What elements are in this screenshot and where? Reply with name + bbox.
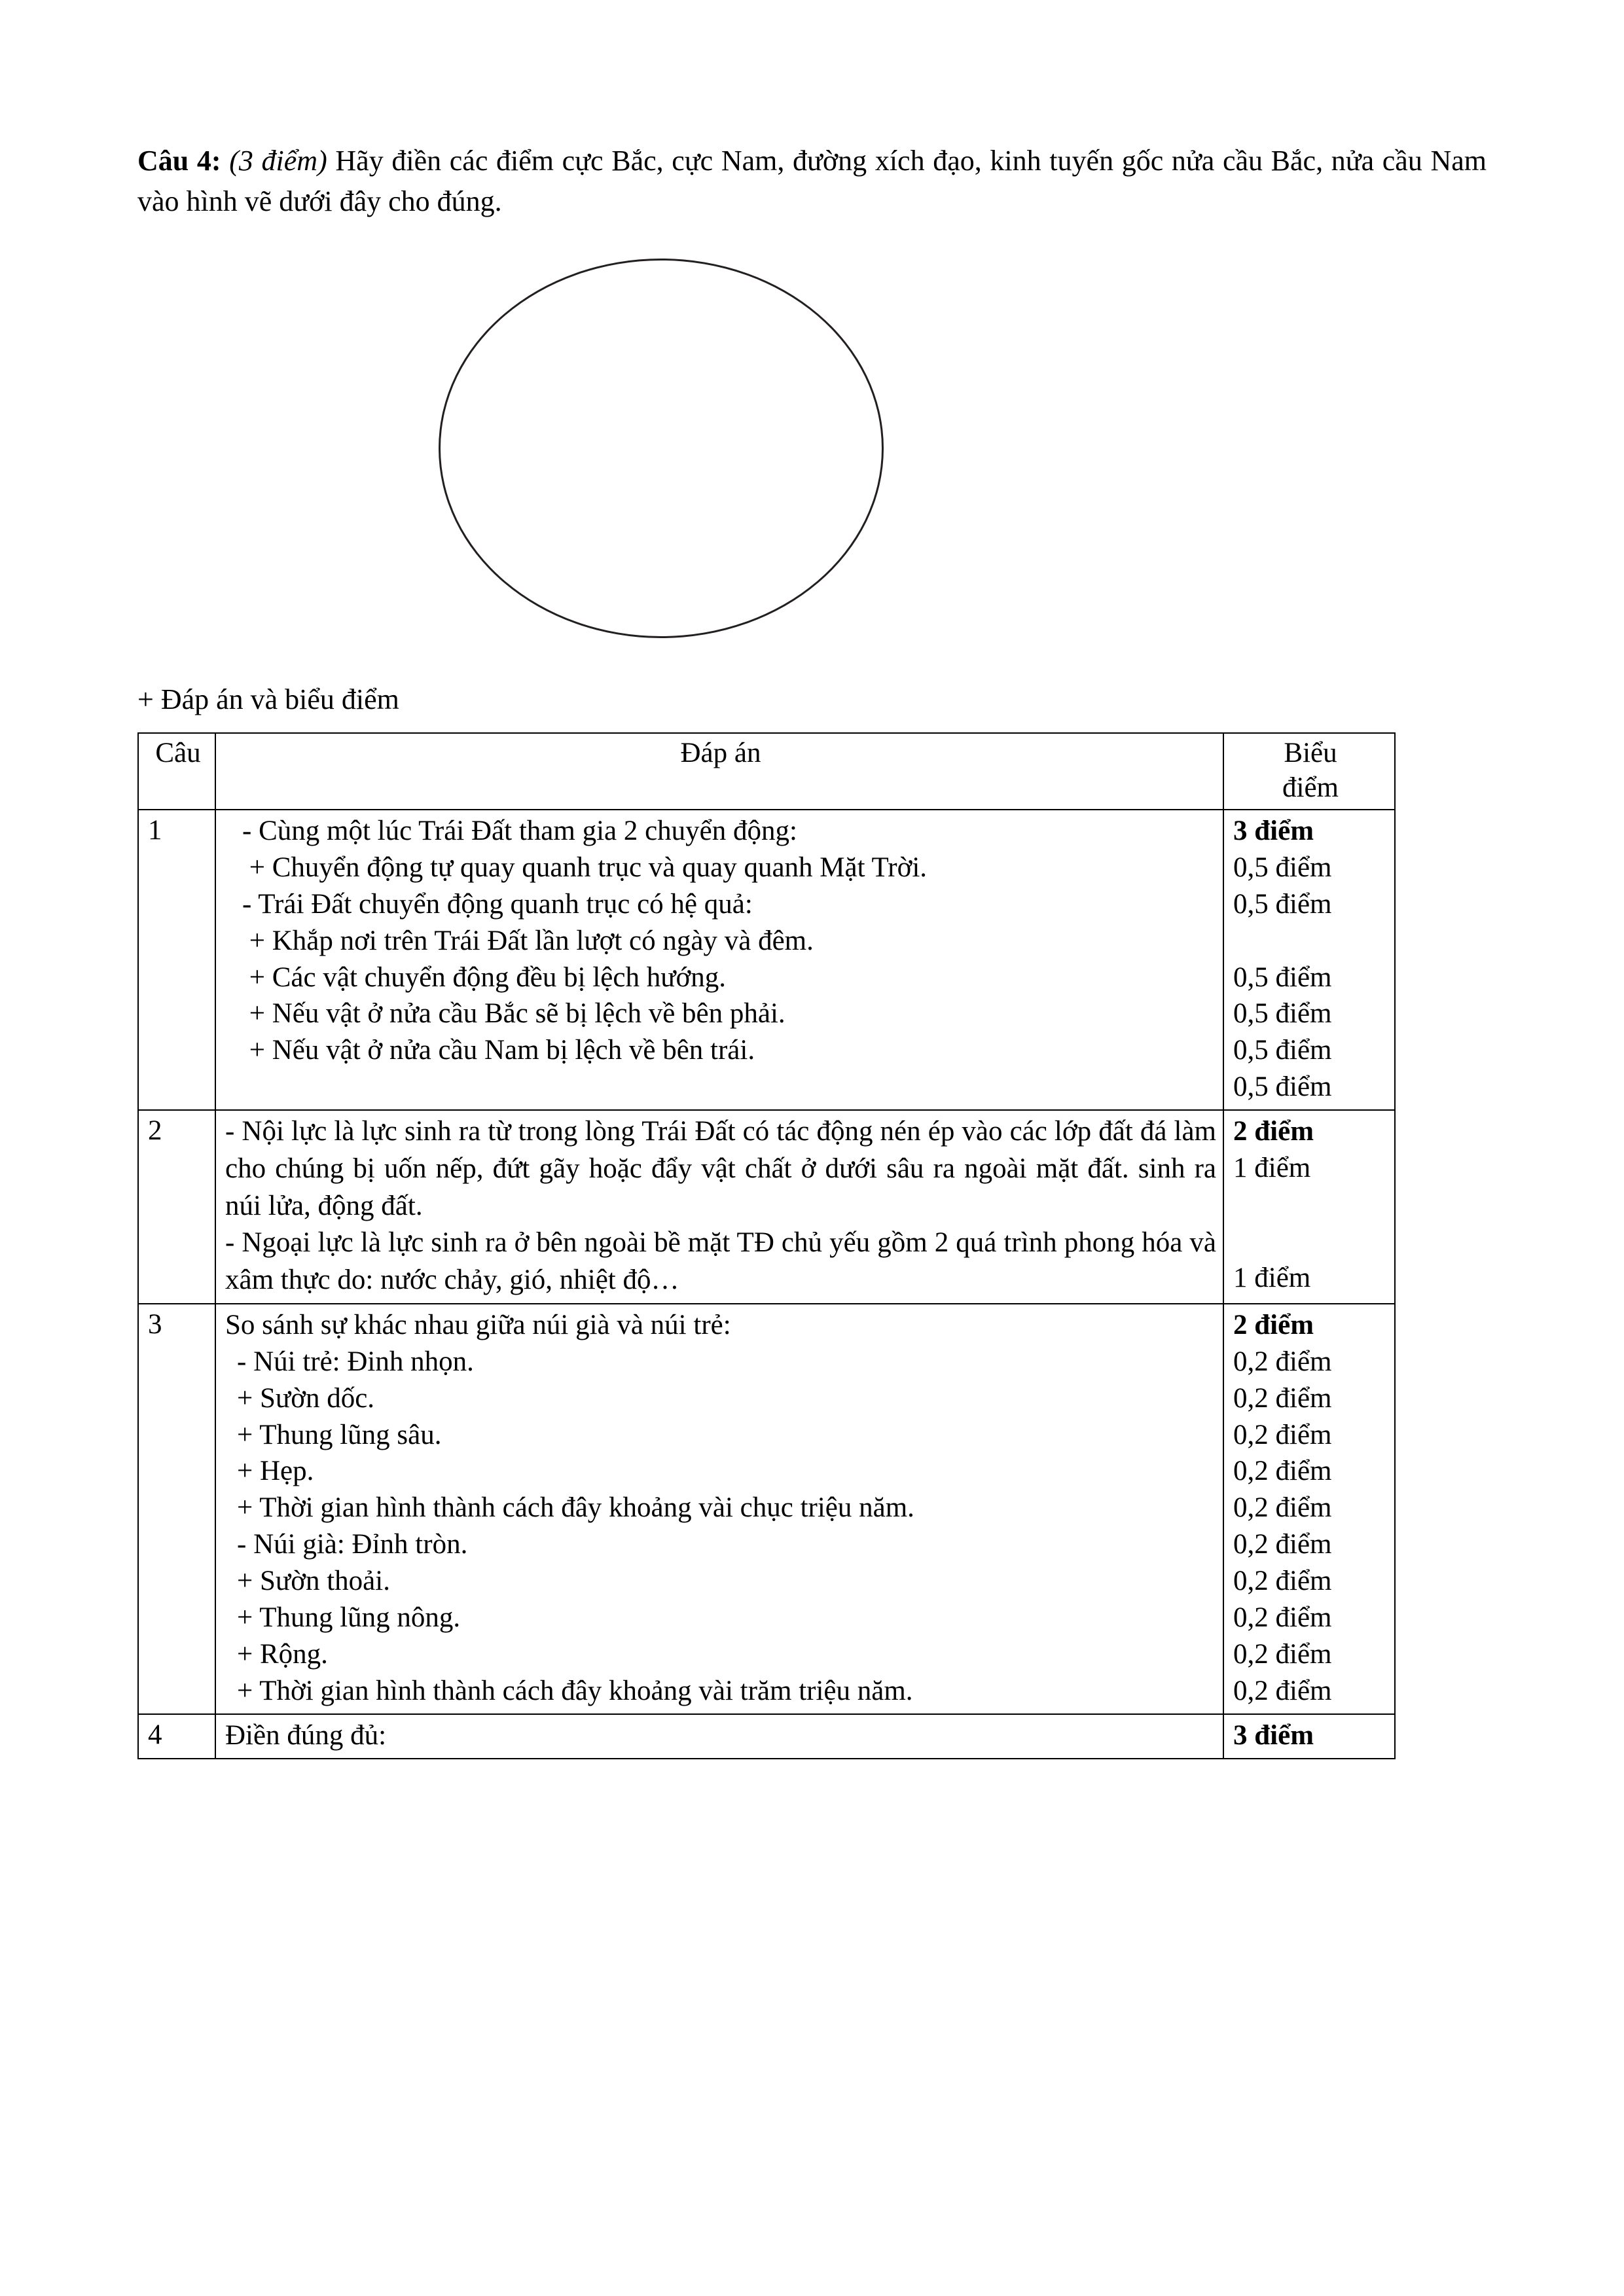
question-paragraph <box>137 141 1487 223</box>
header-cell-bieudiem <box>1223 733 1395 810</box>
points-line: 0,2 điểm <box>1233 1566 1332 1597</box>
table-row <box>138 1304 1395 1714</box>
points-line: 0,2 điểm <box>1233 1638 1332 1670</box>
answer-line: + Thung lũng sâu. <box>237 1419 442 1450</box>
question-points: (3 điểm) <box>229 145 327 177</box>
answer-line: + Sườn thoải. <box>237 1566 390 1597</box>
answer-paragraph: - Nội lực là lực sinh ra từ trong lòng Trái Đất có tác động nén ép vào các lớp đất đá làm cho chúng bị uốn nếp, đứt gãy hoặc đẩy vật chất ở dưới sâu ra ngoài mặt đất. sinh ra núi lửa, động đất. <box>225 1116 1216 1221</box>
answer-line: - Núi già: Đỉnh tròn. <box>237 1529 468 1560</box>
points-line: 2 điểm <box>1233 1309 1314 1340</box>
answer-line: So sánh sự khác nhau giữa núi già và núi trẻ: <box>225 1309 731 1340</box>
answer-line: + Sườn dốc. <box>237 1382 375 1414</box>
points-line: 0,5 điểm <box>1233 852 1332 883</box>
row-number: 2 <box>138 1110 215 1304</box>
points-line: 0,2 điểm <box>1233 1492 1332 1524</box>
points-line: 3 điểm <box>1233 816 1314 847</box>
row-answer <box>215 1110 1223 1304</box>
header-bieudiem-line2: điểm <box>1282 772 1339 803</box>
answer-line: + Rộng. <box>237 1638 328 1670</box>
points-line: 0,5 điểm <box>1233 888 1332 920</box>
row-answer <box>215 810 1223 1110</box>
answer-paragraph: - Ngoại lực là lực sinh ra ở bên ngoài bề mặt TĐ chủ yếu gồm 2 quá trình phong hóa và xâm thực do: nước chảy, gió, nhiệt độ… <box>225 1227 1216 1296</box>
answer-line: + Thung lũng nông. <box>237 1602 461 1634</box>
table-header-row <box>138 733 1395 810</box>
points-line: 0,2 điểm <box>1233 1675 1332 1706</box>
answer-line: + Thời gian hình thành cách đây khoảng vài chục triệu năm. <box>237 1492 914 1524</box>
row-points <box>1223 1714 1395 1759</box>
answer-line: + Chuyển động tự quay quanh trục và quay quanh Mặt Trời. <box>242 852 928 883</box>
points-line: 0,2 điểm <box>1233 1602 1332 1634</box>
row-number: 1 <box>138 810 215 1110</box>
answer-line: + Khắp nơi trên Trái Đất lần lượt có ngày và đêm. <box>242 925 814 956</box>
question-text: Hãy điền các điểm cực Bắc, cực Nam, đường xích đạo, kinh tuyến gốc nửa cầu Bắc, nửa cầu Nam vào hình vẽ dưới đây cho đúng. <box>137 145 1487 218</box>
answer-line: + Nếu vật ở nửa cầu Nam bị lệch về bên trái. <box>242 1035 755 1066</box>
table-row <box>138 810 1395 1110</box>
points-line: 3 điểm <box>1233 1719 1314 1751</box>
answer-line: - Núi trẻ: Đinh nhọn. <box>237 1346 474 1377</box>
table-row <box>138 1714 1395 1759</box>
row-number: 3 <box>138 1304 215 1714</box>
points-line: 0,5 điểm <box>1233 998 1332 1030</box>
points-line: 1 điểm <box>1233 1262 1311 1293</box>
answer-line: - Cùng một lúc Trái Đất tham gia 2 chuyển động: <box>242 816 797 847</box>
points-line: 0,5 điểm <box>1233 961 1332 993</box>
answer-key-table <box>137 732 1396 1759</box>
header-bieudiem-line1: Biểu <box>1284 738 1337 769</box>
answer-line: + Các vật chuyển động đều bị lệch hướng. <box>242 961 726 993</box>
answer-line: + Thời gian hình thành cách đây khoảng vài trăm triệu năm. <box>237 1675 913 1706</box>
row-answer <box>215 1714 1223 1759</box>
row-number: 4 <box>138 1714 215 1759</box>
points-line: 2 điểm <box>1233 1116 1314 1147</box>
points-line: 0,2 điểm <box>1233 1419 1332 1450</box>
figure-area <box>137 223 1487 681</box>
answer-line: + Nếu vật ở nửa cầu Bắc sẽ bị lệch về bên phải. <box>242 998 785 1030</box>
header-cell-cau: Câu <box>138 733 215 810</box>
points-line: 0,2 điểm <box>1233 1382 1332 1414</box>
question-label: Câu 4: <box>137 145 221 177</box>
answer-line: - Trái Đất chuyển động quanh trục có hệ quả: <box>242 888 753 920</box>
points-line: 0,5 điểm <box>1233 1071 1332 1103</box>
points-line: 1 điểm <box>1233 1153 1311 1184</box>
answer-line: + Hẹp. <box>237 1456 314 1487</box>
points-line: 0,2 điểm <box>1233 1529 1332 1560</box>
earth-circle-diagram <box>439 259 884 638</box>
header-cell-dapan: Đáp án <box>215 733 1223 810</box>
answers-heading: + Đáp án và biểu điểm <box>137 683 399 715</box>
row-points <box>1223 810 1395 1110</box>
points-line: 0,5 điểm <box>1233 1035 1332 1066</box>
table-row <box>138 1110 1395 1304</box>
row-points <box>1223 1304 1395 1714</box>
answer-line: Điền đúng đủ: <box>225 1719 387 1751</box>
points-line: 0,2 điểm <box>1233 1346 1332 1377</box>
row-answer <box>215 1304 1223 1714</box>
row-points <box>1223 1110 1395 1304</box>
points-line: 0,2 điểm <box>1233 1456 1332 1487</box>
